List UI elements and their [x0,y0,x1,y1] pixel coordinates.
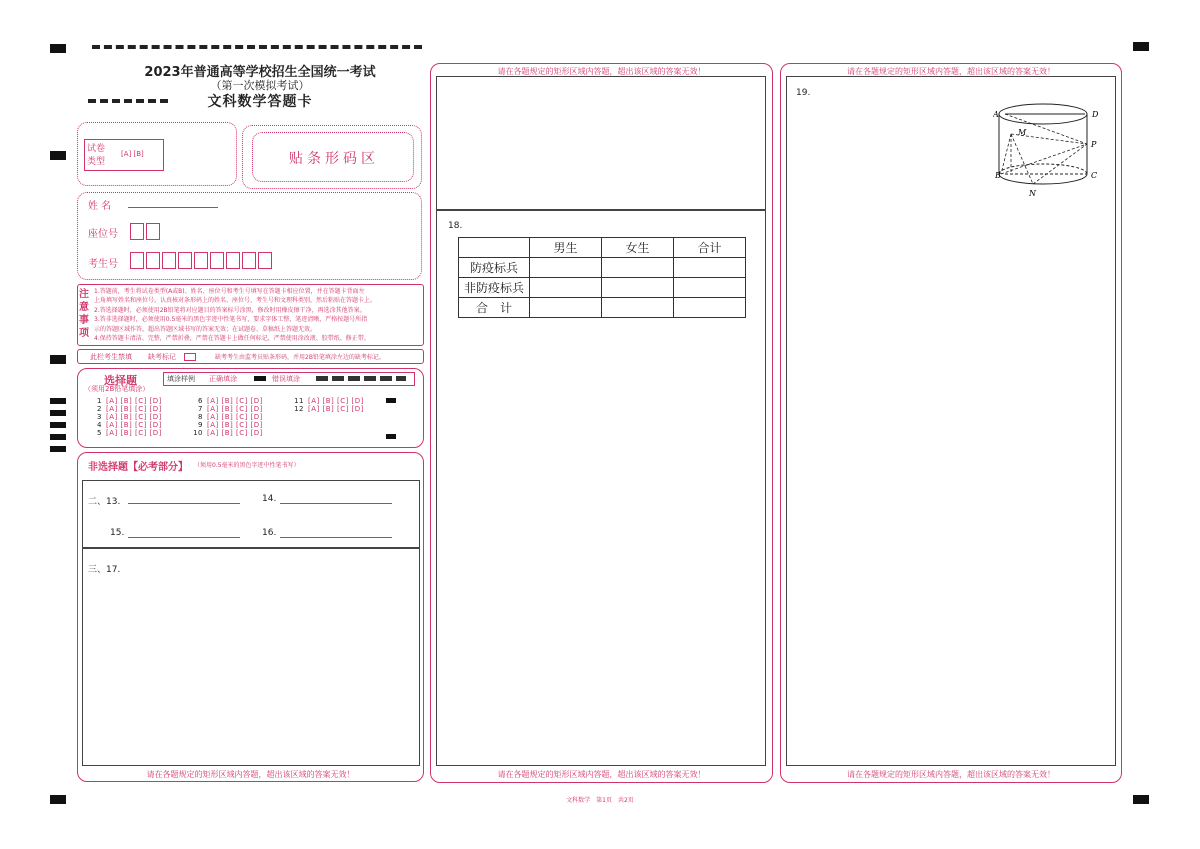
q15-label: 15. [110,528,125,538]
timing-mark [1133,42,1149,51]
point-label: P [1091,140,1097,149]
notice-label: 注意事项 [79,289,89,339]
q18-table [458,237,746,318]
warning-col2-bottom: 请在各题规定的矩形区域内答题，超出该区域的答案无效！ [497,770,706,779]
point-label: C [1091,171,1098,180]
notice-line: 2.答选择题时，必须使用2B铅笔将对应题目的答案标号涂黑，修改时用橡皮擦干净，再选涂其他答案。 [94,306,366,314]
table-cell[interactable] [674,298,746,318]
timing-mark [50,410,66,416]
choice-row[interactable]: 4 [A] [B] [C] [D] [97,421,162,429]
choice-row[interactable]: 8 [A] [B] [C] [D] [198,413,263,421]
top-dash-line [92,45,422,49]
timing-mark [50,795,66,804]
exam-no-boxes[interactable] [130,250,274,269]
table-cell[interactable] [674,258,746,278]
point-label: D [1092,110,1099,119]
q13-label: 二、13. [88,497,121,507]
seat-boxes[interactable] [130,221,162,240]
choice-row[interactable]: 1 [A] [B] [C] [D] [97,397,162,405]
choice-row[interactable]: 10 [A] [B] [C] [D] [193,429,263,437]
choice-row[interactable]: 2 [A] [B] [C] [D] [97,405,162,413]
table-cell[interactable] [602,258,674,278]
q15-line[interactable] [128,537,240,538]
choice-row[interactable]: 6 [A] [B] [C] [D] [198,397,263,405]
name-field[interactable] [128,207,218,208]
q14-label: 14. [262,494,277,504]
table-cell[interactable] [530,298,602,318]
choice-row[interactable]: 9 [A] [B] [C] [D] [198,421,263,429]
sample-box [163,372,415,386]
table-row [459,258,746,278]
exam-type-box [84,139,164,171]
timing-mark [50,422,66,428]
point-label: M [1018,128,1027,137]
answer-area-17-cont[interactable] [436,76,766,210]
page-footer: 文科数学 第1页 共2页 [566,797,634,804]
absent-mark-label: 缺考标记 [148,353,176,361]
timing-mark [1133,795,1149,804]
table-cell: 合 计 [459,298,530,318]
exam-title: 2023年普通高等学校招生全国统一考试 [144,65,376,80]
warning-col2-top: 请在各题规定的矩形区域内答题，超出该区域的答案无效！ [497,67,706,76]
q16-line[interactable] [280,537,392,538]
exam-subtitle: （第一次模拟考试） [210,79,310,92]
warning-col3-top: 请在各题规定的矩形区域内答题，超出该区域的答案无效！ [847,67,1055,76]
sample-label: 填涂样例 [167,375,195,383]
notice-line: 3.答非选择题时，必须使用0.5毫米的黑色字迹中性笔书写，要求字体工整，笔迹清晰，严格按题号所指 [94,316,368,324]
table-cell[interactable] [530,278,602,298]
table-row [459,278,746,298]
timing-mark [50,151,66,160]
q14-line[interactable] [280,503,392,504]
choice-row[interactable]: 3 [A] [B] [C] [D] [97,413,162,421]
wrong-sample [316,376,406,381]
q13-line[interactable] [128,503,240,504]
table-header-row [459,238,746,258]
name-label: 姓 名 [88,201,112,212]
table-cell [459,238,530,258]
table-cell: 合计 [674,238,746,258]
card-title: 文科数学答题卡 [207,94,313,110]
table-cell[interactable] [530,258,602,278]
choice-col-2[interactable] [193,397,263,437]
exam-type-label: 试卷类型 [87,144,106,167]
correct-sample [254,376,266,381]
q16-label: 16. [262,528,277,538]
table-cell[interactable] [602,298,674,318]
absent-label: 此栏考生禁填 [90,353,132,361]
choice-row[interactable]: 5 [A] [B] [C] [D] [97,429,162,437]
exam-no-label: 考生号 [88,259,118,270]
non-choice-sub: （须用0.5毫米的黑色字迹中性笔书写） [194,462,300,469]
absent-note: 缺考考生由监考员贴条形码，并用2B铅笔填涂左边的缺考标记。 [215,354,385,361]
q18-label: 18. [448,221,463,231]
table-cell[interactable] [674,278,746,298]
choice-title: 选择题 [104,374,137,387]
warning-col3-bottom: 请在各题规定的矩形区域内答题，超出该区域的答案无效！ [847,770,1055,779]
choice-col-3[interactable] [294,397,364,413]
notice-line: 4.保持答题卡清洁、完整，严禁折叠，严禁在答题卡上做任何标记，严禁使用涂改液、胶带纸、修正带。 [94,335,370,343]
table-cell: 非防疫标兵 [459,278,530,298]
notice-line: 示的答题区域作答，超出答题区域书写的答案无效；在试题卷、草稿纸上答题无效。 [94,325,317,333]
absent-mark-box[interactable] [184,353,196,361]
choice-row[interactable]: 12 [A] [B] [C] [D] [294,405,364,413]
table-cell: 女生 [602,238,674,258]
timing-mark [50,355,66,364]
table-cell[interactable] [602,278,674,298]
point-label: A [993,110,999,119]
table-row [459,298,746,318]
timing-mark [50,398,66,404]
choice-sub: （须用2B铅笔填涂） [84,385,150,393]
timing-mark [50,44,66,53]
point-label: N [1029,189,1036,198]
seat-label: 座位号 [88,229,118,240]
timing-mark [50,446,66,452]
table-cell: 男生 [530,238,602,258]
choice-row[interactable]: 7 [A] [B] [C] [D] [198,405,263,413]
wrong-label: 错误填涂 [272,375,300,383]
table-cell: 防疫标兵 [459,258,530,278]
answer-area-17[interactable] [82,548,420,766]
notice-line: 上角填写姓名和座位号。认真核对条形码上的姓名、座位号、考生号和文理科类别，然后粘贴在答题卡上。 [94,297,377,305]
warning-col1: 请在各题规定的矩形区域内答题，超出该区域的答案无效！ [146,770,355,779]
choice-box [77,368,424,448]
absent-box [77,349,424,364]
timing-mark [50,434,66,440]
barcode-area [252,132,414,182]
q19-label: 19. [796,88,811,98]
exam-type-options[interactable]: [A] [B] [121,150,144,158]
barcode-label: 贴条形码区 [289,151,379,167]
correct-label: 正确填涂 [209,375,237,383]
q17-label: 三、17. [88,565,121,575]
non-choice-title: 非选择题【必考部分】 [88,462,188,473]
cylinder-figure [993,98,1103,198]
choice-col-1[interactable] [92,397,162,437]
notice-lines [94,287,422,343]
point-label: B [995,171,1001,180]
notice-line: 1.答题前，考生将试卷类型(A或B)、姓名、座位号和考生号填写在答题卡相应位置，并在答题卡背面左 [94,288,365,295]
choice-row[interactable]: 11 [A] [B] [C] [D] [294,397,364,405]
